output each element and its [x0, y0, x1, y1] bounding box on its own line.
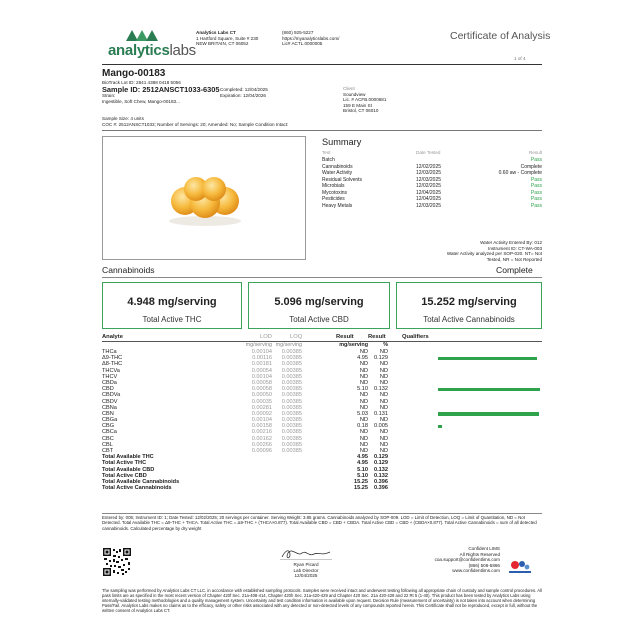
expiration-date: Expiration: 12/04/2026	[220, 92, 266, 98]
page-number: 1 of 4	[514, 56, 526, 61]
lab-url[interactable]: https://myanalyticslabs.com/	[282, 35, 340, 41]
analyte-pct: ND	[379, 429, 388, 436]
analyte-pct: ND	[379, 417, 388, 424]
lab-license: Lic# ACTL.0000005	[282, 41, 323, 47]
total-result: 4.95	[357, 454, 368, 461]
summary-test: Mycotoxins	[322, 189, 348, 196]
lims-name: Confident LIMS	[468, 546, 500, 551]
client-name: Soundview	[343, 91, 366, 97]
analyte-loq: 0.00385	[281, 398, 302, 405]
analyte-loq: 0.00385	[281, 435, 302, 442]
analyte-name: CBN	[102, 410, 114, 417]
analyte-loq: 0.00385	[281, 367, 302, 374]
analyte-lod: 0.00158	[251, 423, 272, 430]
analyte-result: ND	[359, 398, 368, 405]
analyte-name: THCa	[102, 349, 117, 355]
analyte-bar	[438, 388, 540, 391]
header-divider	[102, 64, 542, 65]
analyte-loq: 0.00385	[281, 404, 302, 411]
analyte-bar	[438, 357, 537, 360]
signer-date: 12/04/2025	[294, 573, 318, 579]
client-license: Lic. # ACFB.0000681	[343, 97, 387, 103]
analyte-result: ND	[359, 373, 368, 380]
analyte-loq: 0.00385	[281, 441, 302, 448]
cannabinoids-divider	[102, 277, 542, 278]
unit-result: mg/serving	[339, 342, 368, 348]
total-pct: 0.396	[374, 485, 388, 492]
biotrack-lot-id: BioTrack Lot ID: 2841 4388 0418 5056	[102, 80, 181, 85]
total-result: 5.10	[357, 472, 368, 479]
analyte-result: ND	[359, 429, 368, 436]
analyte-loq: 0.00385	[281, 373, 302, 380]
analyte-name: CBT	[102, 448, 114, 454]
analyte-name: Δ9-THC	[102, 355, 123, 362]
total-cbd-label: Total Active CBD	[289, 315, 349, 324]
document-title: Certificate of Analysis	[450, 30, 551, 42]
analyte-result: ND	[359, 417, 368, 424]
total-thc-label: Total Active THC	[142, 315, 202, 324]
total-cannabinoids-label: Total Active Cannabinoids	[423, 315, 515, 324]
summary-result: 0.60 aw - Complete	[498, 170, 542, 176]
footnote-divider	[102, 513, 542, 514]
analyte-name: CBG	[102, 423, 115, 430]
summary-result: Pass	[530, 189, 542, 196]
summary-date: 12/04/2025	[416, 196, 442, 202]
client-address-1: 159 E Main St	[343, 102, 372, 108]
logo-text: analyticslabs	[108, 42, 196, 59]
analyte-table-body	[102, 349, 542, 491]
analyte-result: ND	[359, 404, 368, 411]
total-result: 5.10	[357, 466, 368, 473]
mango-chews-picture	[103, 137, 307, 261]
lims-rights: All Rights Reserved	[459, 551, 500, 557]
legal-disclaimer: The sampling was performed by Analytics Labs CT LLC. in accordance with established sampling protocols. Samples were received intact and underwent testing following all appropriate chain of custody and sample control procedures. All pass limits are as specified in the most recent version of Chapter 420f Sec. 21a-408-414, Chapter 420h Sec. 21a-420-429 and Chapter 420 Sec. 21a 420-429 and 22 Rt 5 (1-40). This product has been tested by Analytics Labs using internally-validated testing methodologies and a quality management system. Uncertainty and test condition information is available upon request. Decision Rule (measurement of uncertainty) is not taken into account when determining Pass/Fail. Analytics Labs makes no claims as to the efficacy, safety or other risks associated with any detected or non-detected levels of any compounds reported herein. This Certificate shall not be reproduced, except in full, without the written consent of Analytics Labs CT.	[102, 588, 542, 614]
product-name: Mango-00183	[102, 68, 166, 79]
analyte-result: ND	[359, 441, 368, 448]
analyte-name: CBD	[102, 386, 114, 393]
analyte-lod: 0.00104	[251, 417, 272, 424]
lab-phone: (860) 925-5227	[282, 30, 314, 35]
analyte-pct: 0.005	[374, 423, 388, 430]
total-name: Total Available Cannabinoids	[102, 478, 180, 485]
analyte-table-units	[102, 342, 542, 349]
summary-date: 12/02/2025	[416, 183, 442, 189]
lims-email[interactable]: coa.support@confidentlims.com	[434, 557, 500, 563]
analyte-loq: 0.00385	[281, 392, 302, 399]
water-activity-notes	[400, 240, 542, 262]
completed-date: Completed: 12/04/2025	[220, 87, 268, 92]
analyte-lod: 0.00216	[251, 429, 272, 436]
product-image	[102, 136, 306, 260]
sample-size-info	[102, 116, 362, 127]
total-thc-box	[102, 282, 242, 329]
summary-date: 12/03/2025	[416, 176, 442, 183]
analyte-pct: 0.131	[374, 410, 388, 417]
lab-name: Analytics Labs CT	[196, 30, 236, 35]
cannabinoids-title: Cannabinoids	[102, 265, 155, 275]
analyte-result: 0.18	[357, 423, 368, 430]
analyte-name: CBNa	[102, 404, 117, 411]
client-info	[343, 86, 463, 114]
lab-logo	[108, 28, 196, 60]
total-pct: 0.132	[374, 466, 388, 473]
summary-title: Summary	[322, 137, 362, 147]
analyte-pct: ND	[379, 361, 388, 368]
analyte-name: CBC	[102, 435, 114, 442]
client-address-2: Bristol, CT 06010	[343, 108, 379, 114]
unit-pct: %	[383, 342, 388, 348]
confident-lims-logo-icon	[506, 558, 534, 576]
signer-block	[276, 562, 336, 579]
summary-date: 12/03/2025	[416, 170, 442, 176]
analyte-lod: 0.00266	[251, 441, 272, 448]
analyte-lod: 0.00181	[251, 361, 272, 368]
qr-code-icon[interactable]	[102, 547, 132, 577]
total-thc-value: 4.948 mg/serving	[127, 296, 217, 308]
analyte-name: THCVa	[102, 367, 120, 374]
analyte-pct: ND	[379, 373, 388, 380]
col-result-pct: Result	[368, 334, 386, 340]
analyte-loq: 0.00385	[281, 429, 302, 436]
total-cannabinoids-value: 15.252 mg/serving	[421, 296, 517, 308]
summary-rows	[322, 157, 542, 209]
summary-test: Batch	[322, 157, 335, 163]
analyte-pct: ND	[379, 349, 388, 355]
analyte-lod: 0.00035	[251, 398, 272, 405]
analyte-pct: 0.132	[374, 386, 388, 393]
total-result: 15.25	[354, 485, 368, 492]
summary-col-date: Date Tested	[416, 150, 441, 155]
summary-date: 12/04/2025	[416, 189, 442, 196]
analyte-loq: 0.00385	[281, 448, 302, 454]
lims-url[interactable]: www.confidentlims.com	[452, 568, 500, 574]
lims-phone: (866) 506-5866	[468, 562, 500, 568]
analyte-result: ND	[359, 392, 368, 399]
cannabinoid-footnote: Entered by: 005; Instrument ID: 1; Date Tested: 12/02/2025; 20 servings per container. Serving Weight: 3.85 grams. Cannabinoids analyzed by SOP-009. LOD = Limit of Detection, LOQ = Limit of Quantitation, ND = Not Detected. Total Available THC = Δ9-THC + THCA. Total Active THC = Δ9-THC + (THCA×0.877). Total Available CBD = CBD + CBDA. Total Active CBD = CBD + (CBDA×0.877). Total Active Cannabinoids = sum of all detected cannabinoids. Calculated percentage by dry weight	[102, 515, 537, 531]
analyte-result: 5.10	[357, 386, 368, 393]
signer-name: Ryan Picard	[293, 562, 319, 567]
col-lod: LOD	[260, 334, 272, 340]
signer-title: Lab Director	[293, 567, 319, 573]
col-analyte: Analyte	[102, 334, 123, 340]
analyte-lod: 0.00104	[251, 373, 272, 380]
unit-lod: mg/serving	[245, 342, 272, 348]
analyte-result: ND	[359, 379, 368, 386]
client-label: Client	[343, 86, 355, 91]
sample-id: Sample ID: 2512ANSCT1033-6305	[102, 85, 220, 94]
analyte-lod: 0.00050	[251, 392, 272, 399]
lab-address-line-1: 1 Hartford Square, Suite # 230	[196, 35, 259, 41]
analyte-pct: ND	[379, 398, 388, 405]
logo-mark-icon	[124, 28, 164, 42]
analyte-loq: 0.00385	[281, 349, 302, 355]
total-pct: 0.129	[374, 460, 388, 467]
lims-info	[420, 546, 500, 574]
analyte-name: CBDVa	[102, 392, 121, 399]
analyte-loq: 0.00385	[281, 417, 302, 424]
total-name: Total Active THC	[102, 460, 147, 467]
analyte-name: CBDV	[102, 398, 118, 405]
analyte-pct: ND	[379, 367, 388, 374]
analyte-name: CBDa	[102, 379, 117, 386]
analyte-result: ND	[359, 435, 368, 442]
analyte-loq: 0.00385	[281, 386, 302, 393]
analyte-loq: 0.00385	[281, 410, 302, 417]
analyte-lod: 0.00058	[251, 386, 272, 393]
wa-note-4: Tested, NR = Not Reported	[486, 256, 542, 262]
analyte-loq: 0.00385	[281, 423, 302, 430]
signature-icon	[276, 547, 336, 561]
analyte-result: ND	[359, 367, 368, 374]
analyte-loq: 0.00385	[281, 379, 302, 386]
col-result: Result	[336, 334, 354, 340]
lab-address	[196, 30, 276, 47]
summary-result: Pass	[530, 183, 542, 189]
summary-row	[322, 203, 542, 210]
col-qualifiers: Qualifiers	[402, 334, 429, 340]
summary-col-result: Result	[528, 150, 542, 155]
analyte-result: ND	[359, 448, 368, 454]
summary-date: 12/02/2025	[416, 163, 442, 170]
analyte-result: ND	[359, 349, 368, 355]
analyte-name: CBGa	[102, 417, 118, 424]
analyte-result: 5.03	[357, 410, 368, 417]
strain-info	[102, 93, 242, 104]
analyte-bar	[438, 412, 539, 415]
analyte-name: CBCa	[102, 429, 117, 436]
summary-result: Pass	[530, 202, 542, 209]
analyte-pct: ND	[379, 392, 388, 399]
wa-note-3: Water Activity analyzed per SOP-020. NT= Not	[446, 251, 542, 257]
total-cbd-box	[248, 282, 390, 329]
analyte-pct: ND	[379, 404, 388, 411]
analyte-lod: 0.00116	[252, 355, 272, 362]
summary-test: Cannabinoids	[322, 163, 353, 170]
analyte-lod: 0.00162	[251, 435, 272, 442]
total-name: Total Available THC	[102, 454, 154, 461]
analyte-lod: 0.00092	[251, 410, 272, 417]
wa-note-1: Water Activity Entered By: 012	[480, 240, 542, 245]
total-pct: 0.132	[374, 472, 388, 479]
analyte-pct: ND	[379, 379, 388, 386]
lab-contact	[282, 30, 372, 47]
analyte-result: 4.95	[357, 355, 368, 362]
summary-col-test: Test	[322, 150, 331, 155]
coc-info: COC #: 2512ANSCT1033; Number of Servings: 20; Amended: No; Sample Condition Intact:	[102, 121, 289, 127]
lab-address-line-2: NEW BRITAIN, CT 06052	[196, 41, 249, 47]
wa-note-2: Instrument ID: CT-WA-003	[488, 245, 542, 251]
total-result: 15.25	[354, 478, 368, 485]
total-cbd-value: 5.096 mg/serving	[274, 296, 364, 308]
total-pct: 0.129	[374, 454, 388, 461]
analyte-pct: 0.129	[374, 355, 388, 362]
summary-result: Complete	[520, 163, 542, 170]
summary-test: Water Activity	[322, 170, 353, 176]
total-name: Total Available CBD	[102, 466, 155, 473]
total-name: Total Active CBD	[102, 472, 147, 479]
info-divider	[102, 130, 542, 131]
analyte-name: CBL	[102, 441, 113, 448]
analyte-result: ND	[359, 361, 368, 368]
analyte-name: Δ8-THC	[102, 361, 123, 368]
total-name: Total Active Cannabinoids	[102, 485, 172, 492]
analyte-pct: ND	[379, 441, 388, 448]
summary-date: 12/03/2025	[416, 202, 442, 209]
analyte-bar	[438, 425, 442, 428]
analyte-pct: ND	[379, 448, 388, 454]
analyte-lod: 0.00054	[251, 367, 272, 374]
strain-label: Strain:	[102, 93, 116, 98]
analyte-lod: 0.00281	[251, 404, 272, 411]
unit-loq: mg/serving	[275, 342, 302, 348]
summary-result: Pass	[530, 196, 542, 202]
summary-test: Pesticides	[322, 196, 345, 202]
analyte-table-header	[102, 334, 542, 341]
sample-size: Sample Size: 4 units	[102, 116, 144, 121]
summary-header	[322, 150, 542, 156]
analyte-name: THCV	[102, 373, 118, 380]
analyte-lod: 0.00058	[251, 379, 272, 386]
total-pct: 0.396	[374, 478, 388, 485]
summary-result: Pass	[530, 157, 542, 163]
analyte-lod: 0.00104	[251, 349, 272, 355]
analyte-pct: ND	[379, 435, 388, 442]
total-row	[102, 485, 542, 491]
summary-test: Heavy Metals	[322, 202, 353, 209]
analyte-loq: 0.00385	[281, 361, 302, 368]
analyte-lod: 0.00096	[251, 448, 272, 454]
summary-test: Microbials	[322, 183, 345, 189]
cannabinoids-status: Complete	[496, 265, 533, 275]
analyte-loq: 0.00385	[281, 355, 302, 362]
summary-test: Residual Solvents	[322, 176, 363, 183]
summary-result: Pass	[530, 176, 542, 183]
total-cannabinoids-box	[396, 282, 542, 329]
col-loq: LOQ	[290, 334, 303, 340]
strain-value: Ingestible, Soft Chew, Mango-00183...	[102, 98, 180, 104]
total-result: 4.95	[357, 460, 368, 467]
